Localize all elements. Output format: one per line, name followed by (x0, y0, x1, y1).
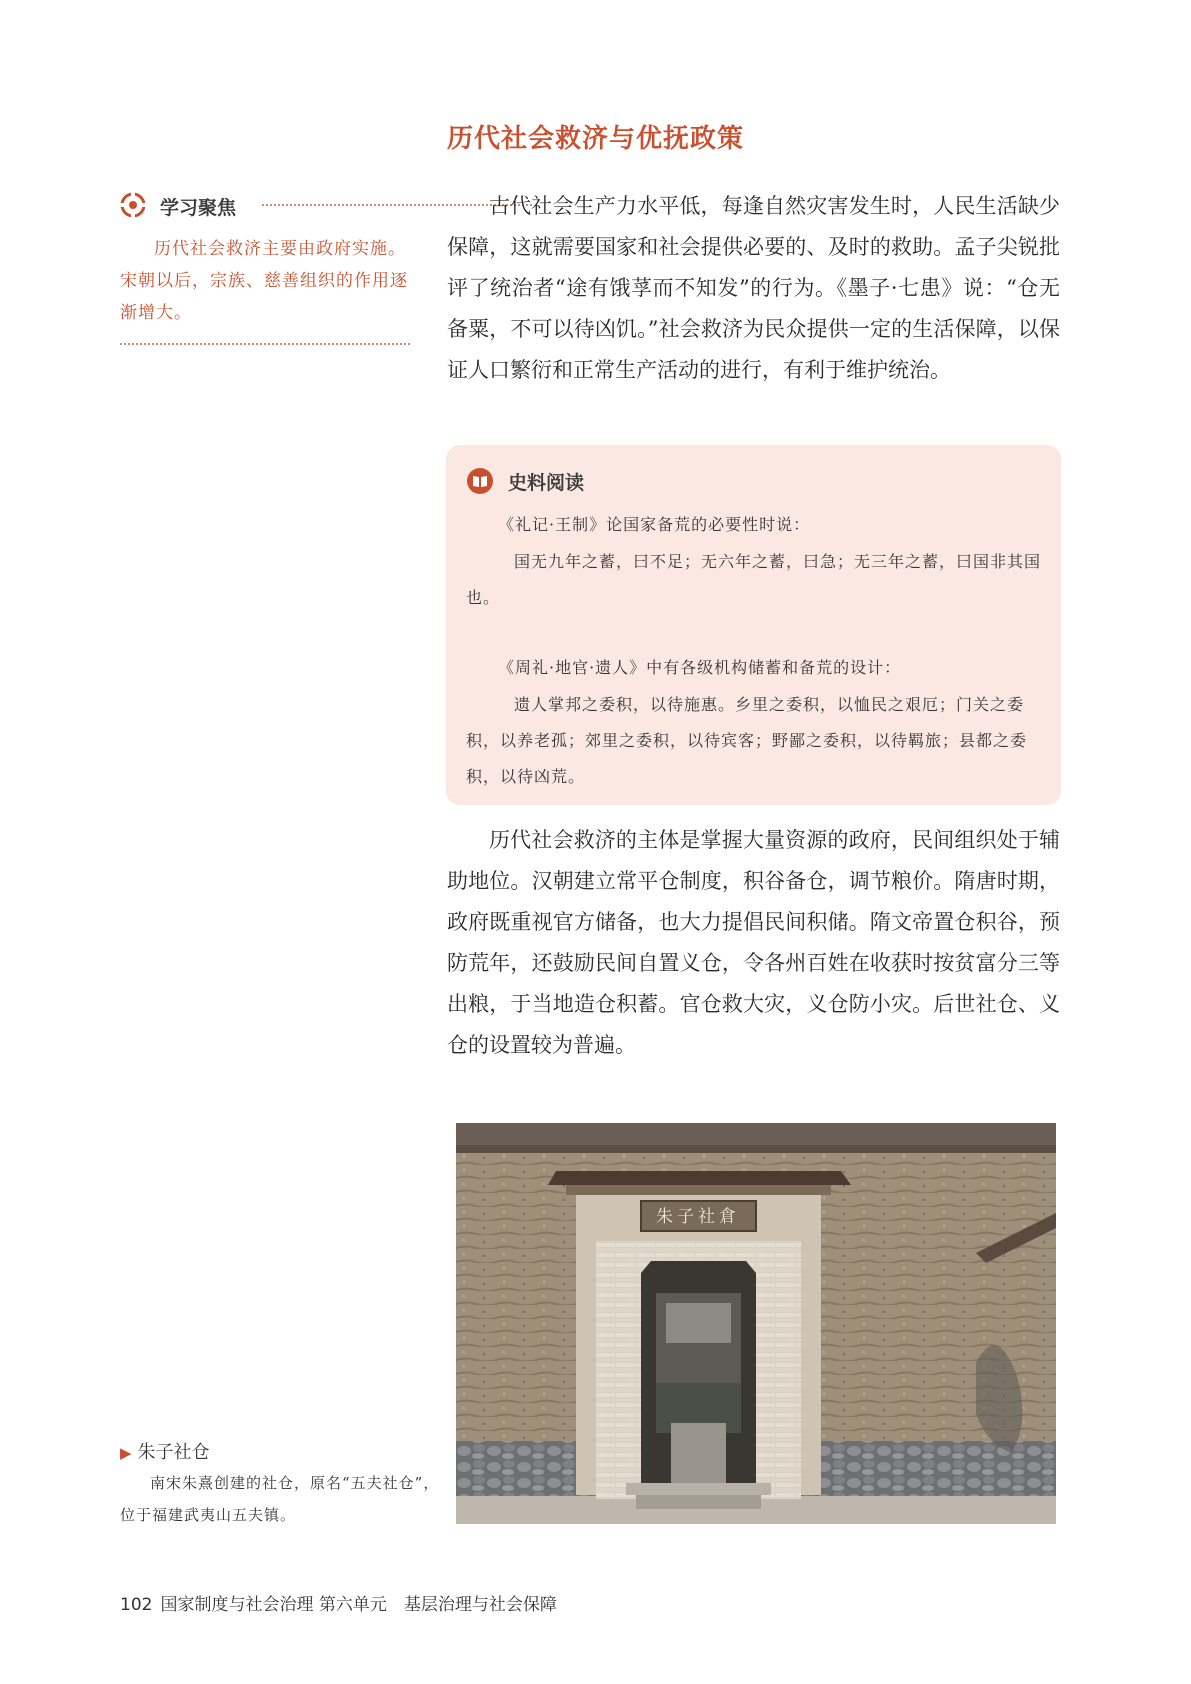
triangle-right-icon: ▶ (120, 1444, 132, 1462)
quote-text: 国无九年之蓄，曰不足；无六年之蓄，曰急；无三年之蓄，曰国非其国也。 (466, 552, 1042, 607)
book-icon (466, 467, 494, 495)
photo-caption-text: 南宋朱熹创建的社仓，原名“五夫社仓”，位于福建武夷山五夫镇。 (120, 1474, 440, 1524)
body-paragraph: 历代社会救济的主体是掌握大量资源的政府，民间组织处于辅助地位。汉朝建立常平仓制度，积谷备仓，调节粮价。隋唐时期，政府既重视官方储备，也大力提倡民间积储。隋文帝置仓积谷，预防荒年，还鼓励民间自置义仓，令各州百姓在收获时按贫富分三等出粮，于当地造仓积蓄。官仓救大灾，义仓防小灾。后世社仓、义仓的设置较为普遍。 (447, 828, 1060, 1057)
quote-text: 遗人掌邦之委积，以待施惠。乡里之委积，以恤民之艰厄；门关之委积，以养老孤；郊里之委积，以待宾客；野鄙之委积，以待羁旅；县都之委积，以待凶荒。 (466, 695, 1028, 786)
learning-focus-header (120, 191, 410, 221)
quote-intro: 《礼记·王制》论国家备荒的必要性时说： (498, 515, 811, 534)
page-title: 历代社会救济与优抚政策 (446, 124, 744, 154)
target-icon (120, 192, 146, 218)
granary-illustration (456, 1123, 1056, 1524)
reading-box (446, 445, 1061, 805)
page-number: 102 (120, 1595, 153, 1615)
divider (120, 343, 410, 345)
learning-focus-text: 历代社会救济主要由政府实施。宋朝以后，宗族、慈善组织的作用逐渐增大。 (120, 239, 408, 323)
plaque-text: 朱子社倉 (656, 1207, 740, 1227)
granary-photo (456, 1123, 1056, 1524)
photo-caption-title (120, 1438, 210, 1464)
caption-title-text: 朱子社仓 (137, 1442, 210, 1463)
reading-title: 史料阅读 (508, 472, 585, 494)
footer-text: 国家制度与社会治理 第六单元 基层治理与社会保障 (160, 1595, 557, 1615)
page-footer (120, 1590, 557, 1615)
learning-focus-title: 学习聚焦 (160, 197, 237, 219)
body-paragraph: 古代社会生产力水平低，每逢自然灾害发生时，人民生活缺少保障，这就需要国家和社会提供必要的、及时的救助。孟子尖锐批评了统治者“途有饿莩而不知发”的行为。《墨子·七患》说：“仓无备粟，不可以待凶饥。”社会救济为民众提供一定的生活保障，以保证人口繁衍和正常生产活动的进行，有利于维护统治。 (447, 194, 1060, 382)
quote-intro: 《周礼·地官·遗人》中有各级机构储蓄和备荒的设计： (498, 658, 902, 677)
